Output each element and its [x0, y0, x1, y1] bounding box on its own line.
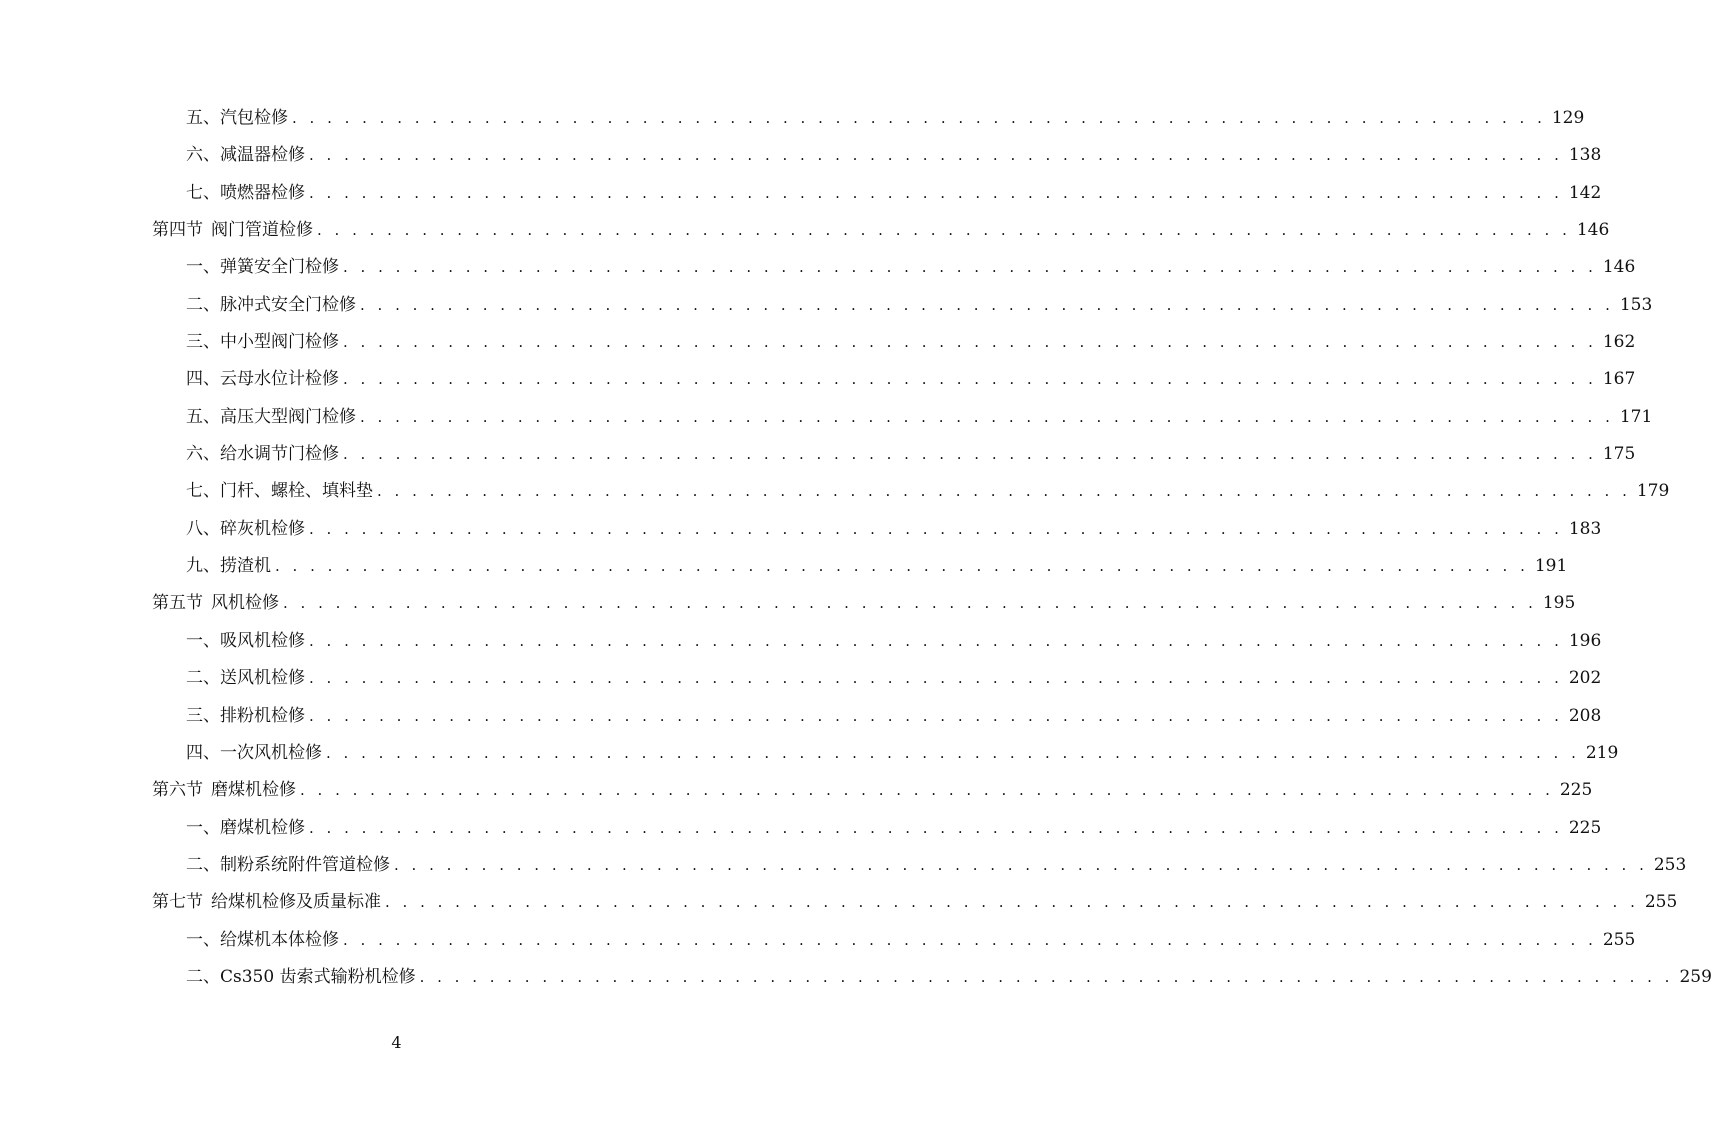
toc-dot-leader: . . . . . . . . . . . . . . . . . . . . . . . . . . . . . . . . . . . . . . . . . . . . . . . . . . . . . . . . . . . . . . . . . . . . . . . . — [343, 445, 1597, 464]
toc-subsection-entry[interactable] — [152, 847, 1687, 884]
toc-entry-title: 四、一次风机检修 — [186, 742, 322, 763]
toc-subsection-entry[interactable] — [152, 623, 1602, 660]
toc-subsection-entry[interactable] — [152, 548, 1568, 585]
toc-entry-title: 九、捞渣机 — [186, 556, 271, 577]
toc-dot-leader: . . . . . . . . . . . . . . . . . . . . . . . . . . . . . . . . . . . . . . . . . . . . . . . . . . . . . . . . . . . . . . . . . . . . . . . . — [360, 407, 1614, 426]
toc-page-number: 191 — [1534, 556, 1568, 577]
toc-page-number: 175 — [1602, 444, 1636, 465]
toc-dot-leader: . . . . . . . . . . . . . . . . . . . . . . . . . . . . . . . . . . . . . . . . . . . . . . . . . . . . . . . . . . . . . . . . . . . . . . . . — [309, 183, 1563, 202]
toc-page-number: 171 — [1619, 406, 1653, 427]
toc-page-number: 202 — [1568, 668, 1602, 689]
toc-entry-title: 一、给煤机本体检修 — [186, 929, 339, 950]
toc-section-number: 第七节 — [152, 892, 203, 913]
toc-page-number: 225 — [1568, 817, 1602, 838]
toc-entry-title: 三、排粉机检修 — [186, 705, 305, 726]
toc-subsection-entry[interactable] — [152, 399, 1653, 436]
toc-entry-title: 七、门杆、螺栓、填料垫 — [186, 481, 373, 502]
toc-subsection-entry[interactable] — [152, 698, 1602, 735]
toc-section-entry[interactable] — [152, 212, 1610, 249]
toc-page-number: 142 — [1568, 182, 1602, 203]
toc-subsection-entry[interactable] — [152, 324, 1636, 361]
toc-entry-label — [152, 212, 313, 249]
toc-page-number: 196 — [1568, 630, 1602, 651]
toc-dot-leader: . . . . . . . . . . . . . . . . . . . . . . . . . . . . . . . . . . . . . . . . . . . . . . . . . . . . . . . . . . . . . . . . . . . . . . . . — [300, 781, 1554, 800]
toc-entry-label — [186, 324, 339, 361]
toc-subsection-entry[interactable] — [152, 473, 1670, 510]
toc-entry-title: 二、送风机检修 — [186, 668, 305, 689]
toc-page-number: 162 — [1602, 332, 1636, 353]
toc-entry-title: 八、碎灰机检修 — [186, 518, 305, 539]
toc-entry-title: 一、磨煤机检修 — [186, 817, 305, 838]
toc-entry-label — [186, 548, 271, 585]
toc-entry-title: 六、给水调节门检修 — [186, 444, 339, 465]
toc-page-number: 153 — [1619, 294, 1653, 315]
toc-entry-title: 风机检修 — [211, 593, 279, 614]
toc-entry-label — [186, 137, 305, 174]
toc-entry-title: 二、脉冲式安全门检修 — [186, 294, 356, 315]
toc-section-number: 第五节 — [152, 593, 203, 614]
toc-dot-leader: . . . . . . . . . . . . . . . . . . . . . . . . . . . . . . . . . . . . . . . . . . . . . . . . . . . . . . . . . . . . . . . . . . . . . . . . — [309, 631, 1563, 650]
toc-subsection-entry[interactable] — [152, 249, 1636, 286]
toc-entry-title: 二、Cs350 齿索式输粉机检修 — [186, 966, 416, 987]
toc-dot-leader: . . . . . . . . . . . . . . . . . . . . . . . . . . . . . . . . . . . . . . . . . . . . . . . . . . . . . . . . . . . . . . . . . . . . . . . . — [360, 295, 1614, 314]
toc-entry-label — [186, 399, 356, 436]
toc-entry-label — [186, 100, 288, 137]
toc-page-number: 146 — [1576, 220, 1610, 241]
toc-section-entry[interactable] — [152, 772, 1593, 809]
toc-entry-label — [186, 847, 390, 884]
toc-dot-leader: . . . . . . . . . . . . . . . . . . . . . . . . . . . . . . . . . . . . . . . . . . . . . . . . . . . . . . . . . . . . . . . . . . . . . . . . — [309, 146, 1563, 165]
toc-dot-leader: . . . . . . . . . . . . . . . . . . . . . . . . . . . . . . . . . . . . . . . . . . . . . . . . . . . . . . . . . . . . . . . . . . . . . . . . — [385, 893, 1639, 912]
toc-page-number: 129 — [1551, 108, 1585, 128]
toc-entry-title: 七、喷燃器检修 — [186, 182, 305, 203]
toc-page-number: 208 — [1568, 705, 1602, 726]
toc-entry-label — [186, 473, 373, 510]
toc-entry-label — [152, 772, 296, 809]
toc-dot-leader: . . . . . . . . . . . . . . . . . . . . . . . . . . . . . . . . . . . . . . . . . . . . . . . . . . . . . . . . . . . . . . . . . . . . . . . . — [309, 706, 1563, 725]
toc-subsection-entry[interactable] — [152, 810, 1602, 847]
toc-page-number: 259 — [1679, 966, 1712, 987]
toc-entry-label — [152, 884, 381, 921]
toc-entry-label — [186, 436, 339, 473]
toc-dot-leader: . . . . . . . . . . . . . . . . . . . . . . . . . . . . . . . . . . . . . . . . . . . . . . . . . . . . . . . . . . . . . . . . . . . . . . . . — [292, 109, 1546, 127]
toc-entry-title: 二、制粉系统附件管道检修 — [186, 854, 390, 875]
toc-entry-title: 一、弹簧安全门检修 — [186, 257, 339, 278]
toc-page-number: 255 — [1602, 929, 1636, 950]
toc-section-number: 第四节 — [152, 220, 203, 241]
toc-entry-label — [186, 249, 339, 286]
toc-entry-title: 磨煤机检修 — [211, 780, 296, 801]
toc-page-number: 195 — [1542, 593, 1576, 614]
toc-entry-label — [186, 959, 416, 996]
toc-page-number: 253 — [1653, 854, 1687, 875]
toc-subsection-entry[interactable] — [152, 100, 1585, 137]
page-number: 4 — [391, 1033, 402, 1052]
toc-entry-label — [186, 287, 356, 324]
toc-entry-label — [186, 698, 305, 735]
toc-page-number: 183 — [1568, 518, 1602, 539]
toc-entry-title: 六、减温器检修 — [186, 145, 305, 166]
toc-dot-leader: . . . . . . . . . . . . . . . . . . . . . . . . . . . . . . . . . . . . . . . . . . . . . . . . . . . . . . . . . . . . . . . . . . . . . . . . — [419, 967, 1674, 986]
table-of-contents — [152, 100, 1712, 996]
toc-entry-title: 一、吸风机检修 — [186, 630, 305, 651]
toc-entry-title: 五、高压大型阀门检修 — [186, 406, 356, 427]
toc-entry-label — [186, 810, 305, 847]
toc-subsection-entry[interactable] — [152, 735, 1619, 772]
toc-subsection-entry[interactable] — [152, 959, 1712, 996]
toc-page-number: 179 — [1636, 481, 1670, 502]
toc-entry-title: 给煤机检修及质量标准 — [211, 892, 381, 913]
toc-dot-leader: . . . . . . . . . . . . . . . . . . . . . . . . . . . . . . . . . . . . . . . . . . . . . . . . . . . . . . . . . . . . . . . . . . . . . . . . — [394, 855, 1648, 874]
toc-section-number: 第六节 — [152, 780, 203, 801]
toc-entry-title: 五、汽包检修 — [186, 108, 288, 128]
toc-dot-leader: . . . . . . . . . . . . . . . . . . . . . . . . . . . . . . . . . . . . . . . . . . . . . . . . . . . . . . . . . . . . . . . . . . . . . . . . — [343, 370, 1597, 389]
toc-dot-leader: . . . . . . . . . . . . . . . . . . . . . . . . . . . . . . . . . . . . . . . . . . . . . . . . . . . . . . . . . . . . . . . . . . . . . . . . — [343, 258, 1597, 277]
toc-subsection-entry[interactable] — [152, 660, 1602, 697]
toc-subsection-entry[interactable] — [152, 287, 1653, 324]
toc-dot-leader: . . . . . . . . . . . . . . . . . . . . . . . . . . . . . . . . . . . . . . . . . . . . . . . . . . . . . . . . . . . . . . . . . . . . . . . . — [275, 557, 1529, 576]
toc-dot-leader: . . . . . . . . . . . . . . . . . . . . . . . . . . . . . . . . . . . . . . . . . . . . . . . . . . . . . . . . . . . . . . . . . . . . . . . . — [309, 669, 1563, 688]
toc-dot-leader: . . . . . . . . . . . . . . . . . . . . . . . . . . . . . . . . . . . . . . . . . . . . . . . . . . . . . . . . . . . . . . . . . . . . . . . . — [309, 818, 1563, 837]
toc-subsection-entry[interactable] — [152, 436, 1636, 473]
toc-entry-label — [186, 623, 305, 660]
toc-subsection-entry[interactable] — [152, 137, 1602, 174]
toc-dot-leader: . . . . . . . . . . . . . . . . . . . . . . . . . . . . . . . . . . . . . . . . . . . . . . . . . . . . . . . . . . . . . . . . . . . . . . . . — [317, 221, 1571, 240]
toc-dot-leader: . . . . . . . . . . . . . . . . . . . . . . . . . . . . . . . . . . . . . . . . . . . . . . . . . . . . . . . . . . . . . . . . . . . . . . . . — [343, 930, 1597, 949]
toc-dot-leader: . . . . . . . . . . . . . . . . . . . . . . . . . . . . . . . . . . . . . . . . . . . . . . . . . . . . . . . . . . . . . . . . . . . . . . . . — [283, 594, 1537, 613]
toc-entry-label — [186, 511, 305, 548]
toc-entry-label — [152, 585, 279, 622]
toc-section-entry[interactable] — [152, 585, 1576, 622]
toc-entry-label — [186, 175, 305, 212]
toc-section-entry[interactable] — [152, 884, 1678, 921]
toc-subsection-entry[interactable] — [152, 511, 1602, 548]
toc-dot-leader: . . . . . . . . . . . . . . . . . . . . . . . . . . . . . . . . . . . . . . . . . . . . . . . . . . . . . . . . . . . . . . . . . . . . . . . . — [309, 519, 1563, 538]
toc-entry-label — [186, 735, 322, 772]
toc-entry-title: 三、中小型阀门检修 — [186, 332, 339, 353]
toc-page-number: 167 — [1602, 369, 1636, 390]
toc-entry-label — [186, 922, 339, 959]
toc-subsection-entry[interactable] — [152, 361, 1636, 398]
toc-subsection-entry[interactable] — [152, 922, 1636, 959]
toc-entry-label — [186, 361, 339, 398]
toc-entry-label — [186, 660, 305, 697]
toc-entry-title: 阀门管道检修 — [211, 220, 313, 241]
toc-dot-leader: . . . . . . . . . . . . . . . . . . . . . . . . . . . . . . . . . . . . . . . . . . . . . . . . . . . . . . . . . . . . . . . . . . . . . . . . — [377, 482, 1631, 501]
toc-dot-leader: . . . . . . . . . . . . . . . . . . . . . . . . . . . . . . . . . . . . . . . . . . . . . . . . . . . . . . . . . . . . . . . . . . . . . . . . — [326, 743, 1580, 762]
toc-subsection-entry[interactable] — [152, 175, 1602, 212]
toc-page-number: 146 — [1602, 257, 1636, 278]
toc-entry-title: 四、云母水位计检修 — [186, 369, 339, 390]
toc-page-number: 225 — [1559, 780, 1593, 801]
toc-page-number: 219 — [1585, 742, 1619, 763]
toc-page-number: 255 — [1644, 892, 1678, 913]
toc-dot-leader: . . . . . . . . . . . . . . . . . . . . . . . . . . . . . . . . . . . . . . . . . . . . . . . . . . . . . . . . . . . . . . . . . . . . . . . . — [343, 333, 1597, 352]
toc-page-number: 138 — [1568, 145, 1602, 166]
